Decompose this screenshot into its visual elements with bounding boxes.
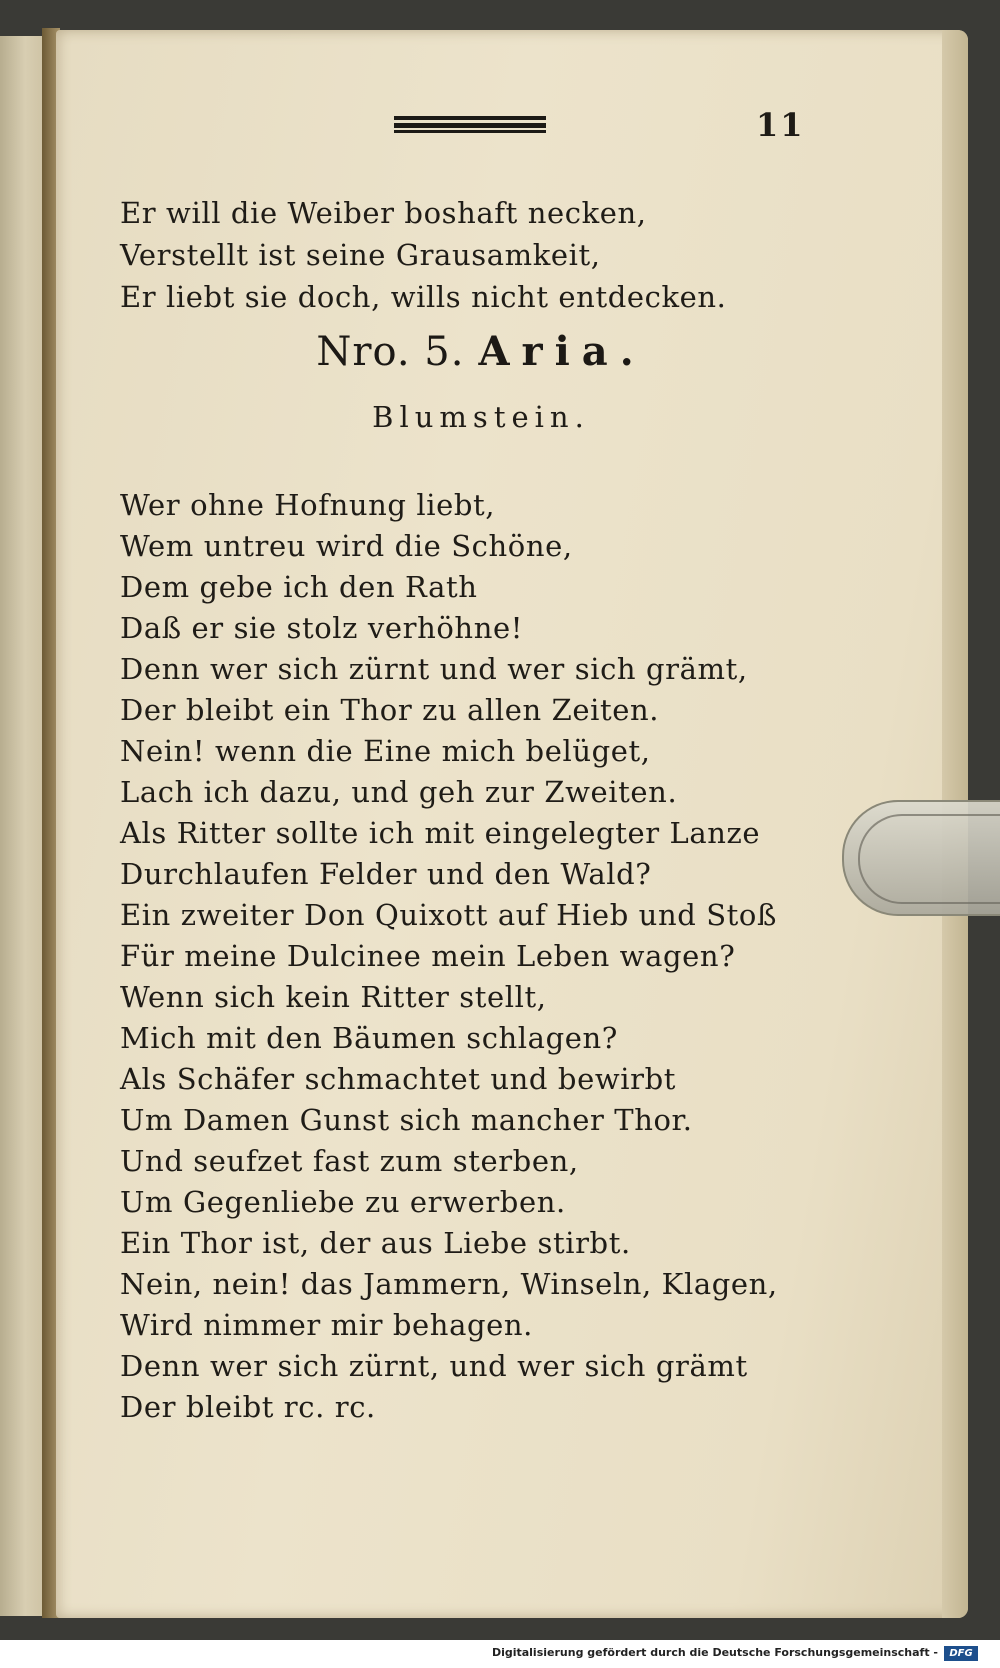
funding-credit: Digitalisierung gefördert durch die Deutsche Forschungsgemeinschaft -: [491, 1646, 938, 1659]
verse-line: Wer ohne Hofnung liebt,: [120, 488, 496, 522]
facing-page-edge: [0, 36, 45, 1616]
dfg-logo-icon: DFG: [944, 1646, 978, 1661]
page-clip-rim: [858, 814, 1000, 904]
verse-line: Wem untreu wird die Schöne,: [120, 529, 573, 563]
header-rule-line: [394, 123, 546, 128]
verse-line: Nein! wenn die Eine mich belüget,: [120, 734, 651, 768]
verse-line: Ein zweiter Don Quixott auf Hieb und Stoß: [120, 898, 777, 932]
verse-line: Und seufzet fast zum sterben,: [120, 1144, 579, 1178]
verse-line: Ein Thor ist, der aus Liebe stirbt.: [120, 1226, 631, 1260]
verse-line: Dem gebe ich den Rath: [120, 570, 478, 604]
page-clip: [842, 800, 1000, 916]
header-rule: [394, 116, 546, 134]
verse-line: Nein, nein! das Jammern, Winseln, Klagen,: [120, 1267, 778, 1301]
book-page: [56, 30, 968, 1618]
verse-line: Als Ritter sollte ich mit eingelegter Lanze: [120, 816, 761, 850]
footer-bar: [0, 1640, 1000, 1668]
header-rule-line: [394, 116, 546, 120]
verse-line: Der bleibt rc. rc.: [120, 1390, 376, 1424]
verse-line: Lach ich dazu, und geh zur Zweiten.: [120, 775, 678, 809]
verse-line: Durchlaufen Felder und den Wald?: [120, 857, 652, 891]
verse-line: Um Damen Gunst sich mancher Thor.: [120, 1103, 693, 1137]
speaker-name: Blumstein.: [372, 400, 590, 434]
verse-line: Er liebt sie doch, wills nicht entdecken.: [120, 280, 727, 314]
verse-line: Wird nimmer mir behagen.: [120, 1308, 533, 1342]
section-heading: [56, 328, 906, 375]
header-rule-line: [394, 130, 546, 133]
verse-line: Für meine Dulcinee mein Leben wagen?: [120, 939, 736, 973]
verse-line: Wenn sich kein Ritter stellt,: [120, 980, 547, 1014]
heading-title: Aria.: [478, 328, 646, 375]
verse-line: Daß er sie stolz verhöhne!: [120, 611, 523, 645]
verse-line: Mich mit den Bäumen schlagen?: [120, 1021, 618, 1055]
verse-line: Verstellt ist seine Grausamkeit,: [120, 238, 601, 272]
verse-line: Als Schäfer schmachtet und bewirbt: [120, 1062, 677, 1096]
heading-number: Nro. 5.: [316, 329, 465, 375]
verse-line: Um Gegenliebe zu erwerben.: [120, 1185, 566, 1219]
verse-line: Der bleibt ein Thor zu allen Zeiten.: [120, 693, 660, 727]
verse-line: Er will die Weiber boshaft necken,: [120, 196, 647, 230]
page-number: 11: [756, 106, 805, 144]
verse-line: Denn wer sich zürnt und wer sich grämt,: [120, 652, 748, 686]
verse-line: Denn wer sich zürnt, und wer sich grämt: [120, 1349, 748, 1383]
